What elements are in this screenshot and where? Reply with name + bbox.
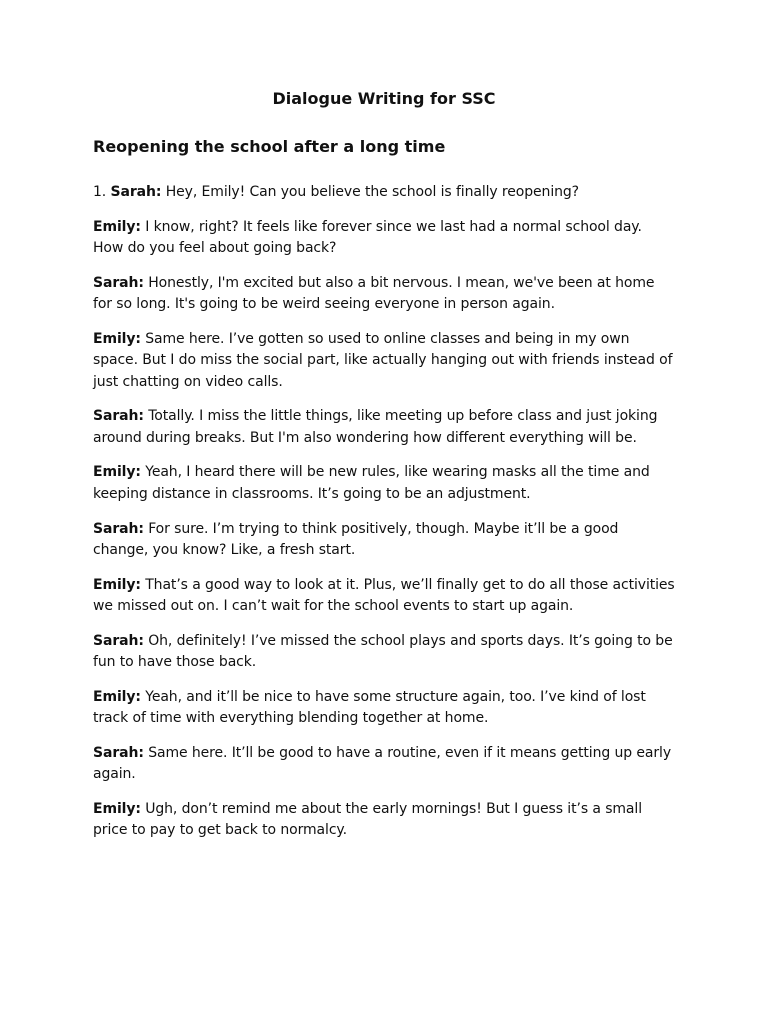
dialogue-line xyxy=(93,182,675,203)
line-text: Yeah, I heard there will be new rules, like wearing masks all the time and keeping distance in classrooms. It’s going to be an adjustment. xyxy=(93,464,650,502)
line-text: Honestly, I'm excited but also a bit nervous. I mean, we've been at home for so long. It's going to be weird seeing everyone in person again. xyxy=(93,274,655,313)
speaker-name: Emily: xyxy=(93,464,141,481)
speaker-name: Sarah: xyxy=(93,408,144,425)
dialogue-line xyxy=(93,519,675,562)
speaker-name: Emily: xyxy=(93,801,141,818)
speaker-name: Emily: xyxy=(93,576,141,593)
speaker-name: Sarah: xyxy=(93,520,144,537)
speaker-name: Emily: xyxy=(93,218,141,235)
speaker-name: Emily: xyxy=(93,688,141,705)
line-text: Oh, definitely! I’ve missed the school plays and sports days. It’s going to be fun to have those back. xyxy=(93,632,673,671)
dialogue-line xyxy=(93,462,675,505)
dialogue-line xyxy=(93,799,675,842)
speaker-name: Sarah: xyxy=(93,744,144,761)
line-text: Hey, Emily! Can you believe the school is finally reopening? xyxy=(161,184,580,200)
line-text: Totally. I miss the little things, like meeting up before class and just joking around during breaks. But I'm also wondering how different everything will be. xyxy=(93,408,658,446)
section-heading: Reopening the school after a long time xyxy=(93,137,446,156)
line-text: I know, right? It feels like forever since we last had a normal school day. How do you feel about going back? xyxy=(93,218,642,257)
line-text: Yeah, and it’ll be nice to have some structure again, too. I’ve kind of lost track of time with everything blending together at home. xyxy=(93,688,646,727)
dialogue xyxy=(93,182,675,842)
dialogue-line xyxy=(93,217,675,260)
line-text: Ugh, don’t remind me about the early mornings! But I guess it’s a small price to pay to get back to normalcy. xyxy=(93,801,642,839)
dialogue-line xyxy=(93,687,675,730)
line-text: Same here. I’ve gotten so used to online classes and being in my own space. But I do miss the social part, like actually hanging out with friends instead of just chatting on video calls. xyxy=(93,330,673,390)
line-text: Same here. It’ll be good to have a routine, even if it means getting up early again. xyxy=(93,744,672,783)
speaker-name: Emily: xyxy=(93,330,141,347)
document-title: Dialogue Writing for SSC xyxy=(272,89,496,108)
dialogue-line xyxy=(93,273,675,316)
dialogue-line xyxy=(93,406,675,449)
dialogue-line xyxy=(93,743,675,786)
dialogue-line xyxy=(93,631,675,674)
speaker-name: Sarah: xyxy=(110,184,162,200)
line-text: That’s a good way to look at it. Plus, we’ll finally get to do all those activities we missed out on. I can’t wait for the school events to start up again. xyxy=(93,576,675,614)
speaker-name: Sarah: xyxy=(93,632,144,649)
line-number: 1. xyxy=(93,184,111,200)
line-text: For sure. I’m trying to think positively, though. Maybe it’ll be a good change, you know? Like, a fresh start. xyxy=(93,520,619,558)
speaker-name: Sarah: xyxy=(93,274,144,291)
dialogue-line xyxy=(93,329,675,393)
dialogue-line xyxy=(93,575,675,618)
